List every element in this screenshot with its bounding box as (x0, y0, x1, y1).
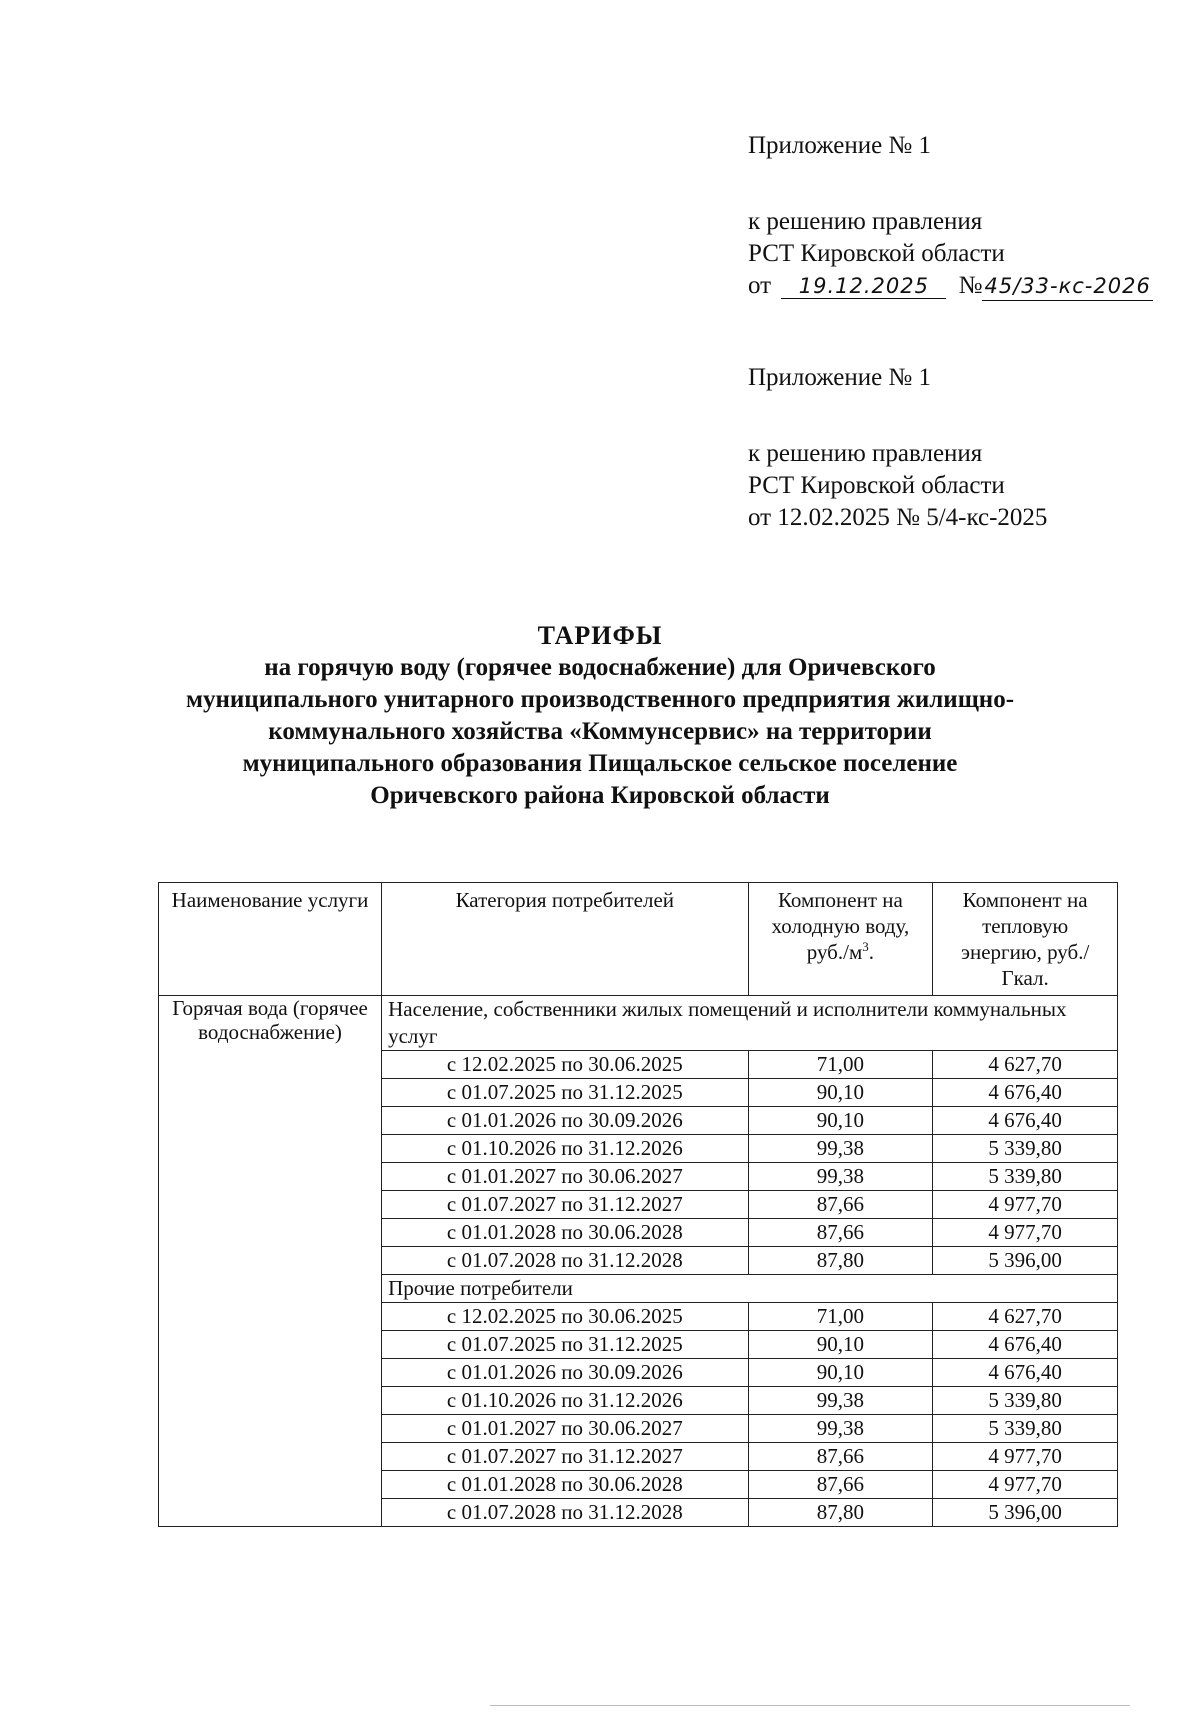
cold-water-cell: 90,10 (748, 1331, 933, 1359)
appendix-current-line1: к решению правления (748, 208, 983, 235)
period-cell: с 01.10.2026 по 31.12.2026 (382, 1387, 748, 1415)
period-cell: с 01.01.2028 по 30.06.2028 (382, 1471, 748, 1499)
heat-cell: 4 676,40 (933, 1079, 1118, 1107)
appendix-current-line2: РСТ Кировской области (748, 240, 1005, 267)
header-category: Категория потребителей (382, 883, 748, 996)
header-service: Наименование услуги (159, 883, 382, 996)
cold-water-cell: 87,66 (748, 1191, 933, 1219)
heat-cell: 4 627,70 (933, 1303, 1118, 1331)
cold-water-cell: 87,80 (748, 1499, 933, 1527)
cold-water-cell: 87,66 (748, 1219, 933, 1247)
period-cell: с 01.07.2025 по 31.12.2025 (382, 1079, 748, 1107)
heat-cell: 5 339,80 (933, 1415, 1118, 1443)
heat-cell: 4 977,70 (933, 1443, 1118, 1471)
appendix-previous-block (748, 362, 1047, 534)
period-cell: с 01.07.2028 по 31.12.2028 (382, 1499, 748, 1527)
cold-water-cell: 87,80 (748, 1247, 933, 1275)
number-label: № (958, 272, 983, 299)
period-cell: с 01.01.2026 по 30.09.2026 (382, 1107, 748, 1135)
appendix-current-block (748, 130, 1153, 302)
period-cell: с 01.10.2026 по 31.12.2026 (382, 1135, 748, 1163)
title-line: на горячую воду (горячее водоснабжение) для Оричевского (264, 654, 936, 681)
title-line: муниципального образования Пищальское сельское поселение (242, 750, 958, 777)
appendix-previous-line3: от 12.02.2025 № 5/4-кс-2025 (748, 504, 1048, 531)
appendix-current-decision-line (748, 270, 1153, 302)
cold-water-cell: 71,00 (748, 1303, 933, 1331)
title-line: Оричевского района Кировской области (370, 782, 830, 809)
category-cell: Прочие потребители (382, 1275, 1118, 1303)
cold-water-cell: 87,66 (748, 1443, 933, 1471)
title-line: коммунального хозяйства «Коммунсервис» на территории (268, 718, 932, 745)
period-cell: с 01.01.2027 по 30.06.2027 (382, 1415, 748, 1443)
header-heat: Компонент на тепловую энергию, руб./Гкал. (933, 883, 1118, 996)
cold-water-cell: 87,66 (748, 1471, 933, 1499)
cold-water-cell: 99,38 (748, 1163, 933, 1191)
appendix-previous-title: Приложение № 1 (748, 364, 932, 391)
heat-cell: 5 396,00 (933, 1499, 1118, 1527)
scan-edge-line (490, 1705, 1130, 1706)
period-cell: с 01.01.2028 по 30.06.2028 (382, 1219, 748, 1247)
cold-water-cell: 90,10 (748, 1359, 933, 1387)
heat-cell: 5 339,80 (933, 1387, 1118, 1415)
table-header-row (159, 883, 1118, 996)
cold-water-cell: 99,38 (748, 1135, 933, 1163)
heat-cell: 4 676,40 (933, 1331, 1118, 1359)
heat-cell: 4 977,70 (933, 1471, 1118, 1499)
cold-water-cell: 99,38 (748, 1415, 933, 1443)
appendix-previous-line2: РСТ Кировской области (748, 472, 1005, 499)
cold-water-cell: 90,10 (748, 1107, 933, 1135)
category-cell: Население, собственники жилых помещений и исполнители коммунальных услуг (382, 996, 1118, 1051)
category-row (159, 996, 1118, 1051)
heat-cell: 5 339,80 (933, 1163, 1118, 1191)
period-cell: с 12.02.2025 по 30.06.2025 (382, 1303, 748, 1331)
cold-water-cell: 99,38 (748, 1387, 933, 1415)
handwritten-date: 19.12.2025 (781, 274, 946, 299)
cold-water-cell: 71,00 (748, 1051, 933, 1079)
heat-cell: 4 676,40 (933, 1107, 1118, 1135)
heat-cell: 4 977,70 (933, 1219, 1118, 1247)
heat-cell: 4 627,70 (933, 1051, 1118, 1079)
period-cell: с 01.07.2025 по 31.12.2025 (382, 1331, 748, 1359)
period-cell: с 01.07.2027 по 31.12.2027 (382, 1443, 748, 1471)
cold-water-cell: 90,10 (748, 1079, 933, 1107)
heat-cell: 5 339,80 (933, 1135, 1118, 1163)
period-cell: с 01.07.2027 по 31.12.2027 (382, 1191, 748, 1219)
service-name-cell: Горячая вода (горячее водоснабжение) (159, 996, 382, 1527)
title-main: ТАРИФЫ (537, 621, 663, 650)
header-cold-water: Компонент на холодную воду, $руб./м^3$. (748, 883, 933, 996)
heat-cell: 4 676,40 (933, 1359, 1118, 1387)
period-cell: с 01.07.2028 по 31.12.2028 (382, 1247, 748, 1275)
period-cell: с 01.01.2027 по 30.06.2027 (382, 1163, 748, 1191)
from-label: от (748, 272, 772, 299)
period-cell: с 01.01.2026 по 30.09.2026 (382, 1359, 748, 1387)
title-line: муниципального унитарного производственного предприятия жилищно- (185, 686, 1015, 713)
tariffs-table (158, 882, 1118, 1527)
appendix-current-title: Приложение № 1 (748, 132, 932, 159)
appendix-previous-line1: к решению правления (748, 440, 983, 467)
heat-cell: 5 396,00 (933, 1247, 1118, 1275)
handwritten-number: 45/33-кс-2026 (982, 273, 1152, 301)
period-cell: с 12.02.2025 по 30.06.2025 (382, 1051, 748, 1079)
heat-cell: 4 977,70 (933, 1191, 1118, 1219)
document-title (130, 620, 1070, 812)
